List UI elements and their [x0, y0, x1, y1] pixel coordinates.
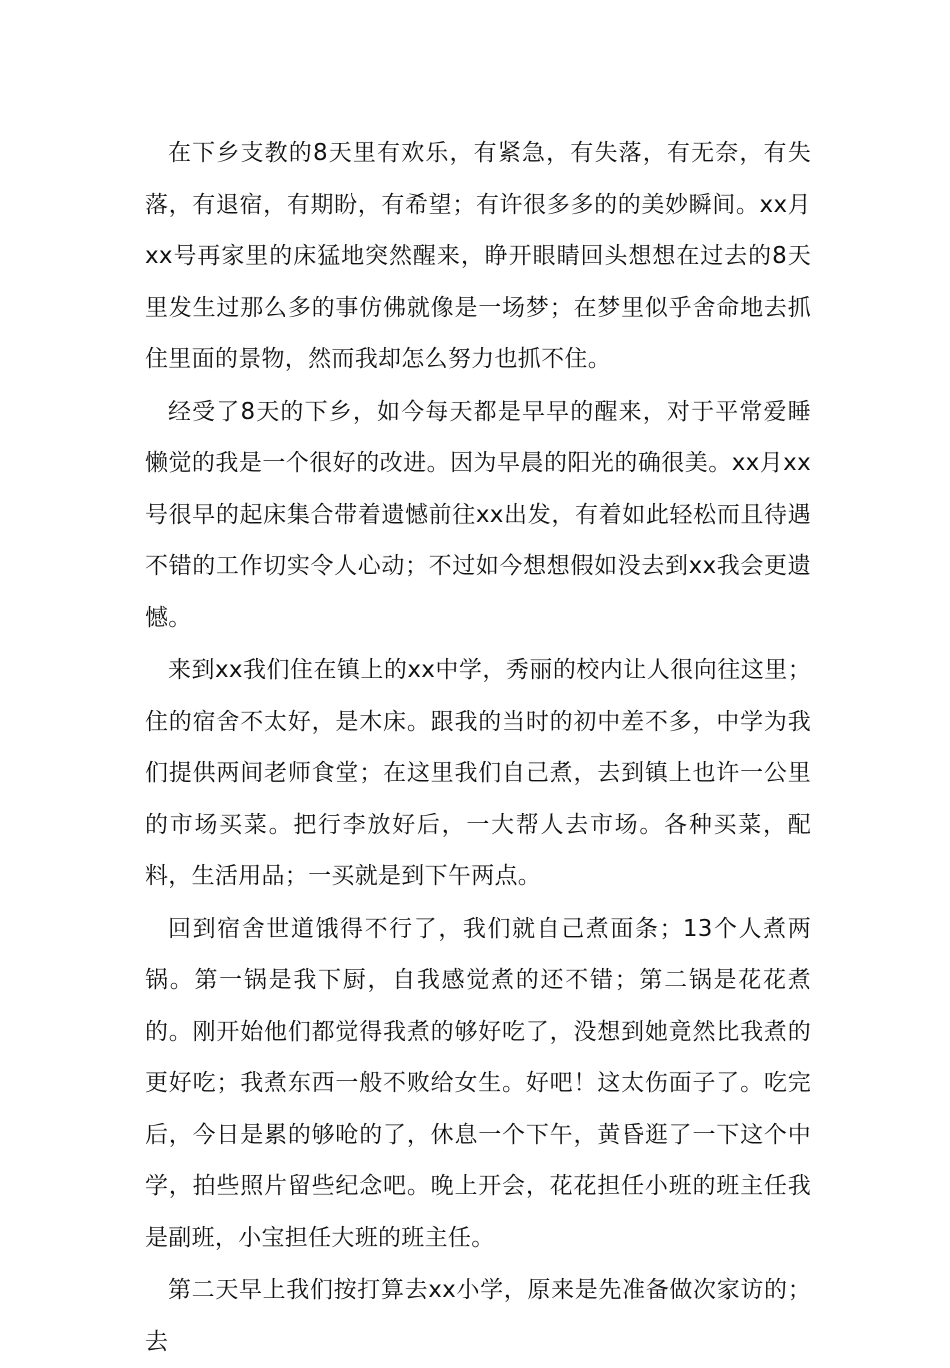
- paragraph-4: 回到宿舍世道饿得不行了，我们就自己煮面条；13个人煮两锅。第一锅是我下厨，自我感觉煮的还不错；第二锅是花花煮的。刚开始他们都觉得我煮的够好吃了，没想到她竟然比我煮的更好吃；我煮东西一般不败给女生。好吧！这太伤面子了。吃完后，今日是累的够呛的了，休息一个下午，黄昏逛了一下这个中学，拍些照片留些纪念吧。晚上开会，花花担任小班的班主任我是副班，小宝担任大班的班主任。: [145, 915, 811, 1251]
- document-body: [145, 128, 811, 1368]
- paragraph-3: 来到xx我们住在镇上的xx中学，秀丽的校内让人很向往这里；住的宿舍不太好，是木床。跟我的当时的初中差不多，中学为我们提供两间老师食堂；在这里我们自己煮，去到镇上也许一公里的市场买菜。把行李放好后，一大帮人去市场。各种买菜，配料，生活用品；一买就是到下午两点。: [145, 657, 811, 889]
- paragraph-1: 在下乡支教的8天里有欢乐，有紧急，有失落，有无奈，有失落，有退宿，有期盼，有希望；有许很多多的的美妙瞬间。xx月xx号再家里的床猛地突然醒来，睁开眼睛回头想想在过去的8天里发生过那么多的事仿佛就像是一场梦；在梦里似乎舍命地去抓住里面的景物，然而我却怎么努力也抓不住。: [145, 140, 811, 372]
- paragraph-5: 第二天早上我们按打算去xx小学，原来是先准备做次家访的；去: [145, 1277, 811, 1355]
- paragraph-2: 经受了8天的下乡，如今每天都是早早的醒来，对于平常爱睡懒觉的我是一个很好的改进。因为早晨的阳光的确很美。xx月xx号很早的起床集合带着遗憾前往xx出发，有着如此轻松而且待遇不错的工作切实令人心动；不过如今想想假如没去到xx我会更遗憾。: [145, 398, 811, 631]
